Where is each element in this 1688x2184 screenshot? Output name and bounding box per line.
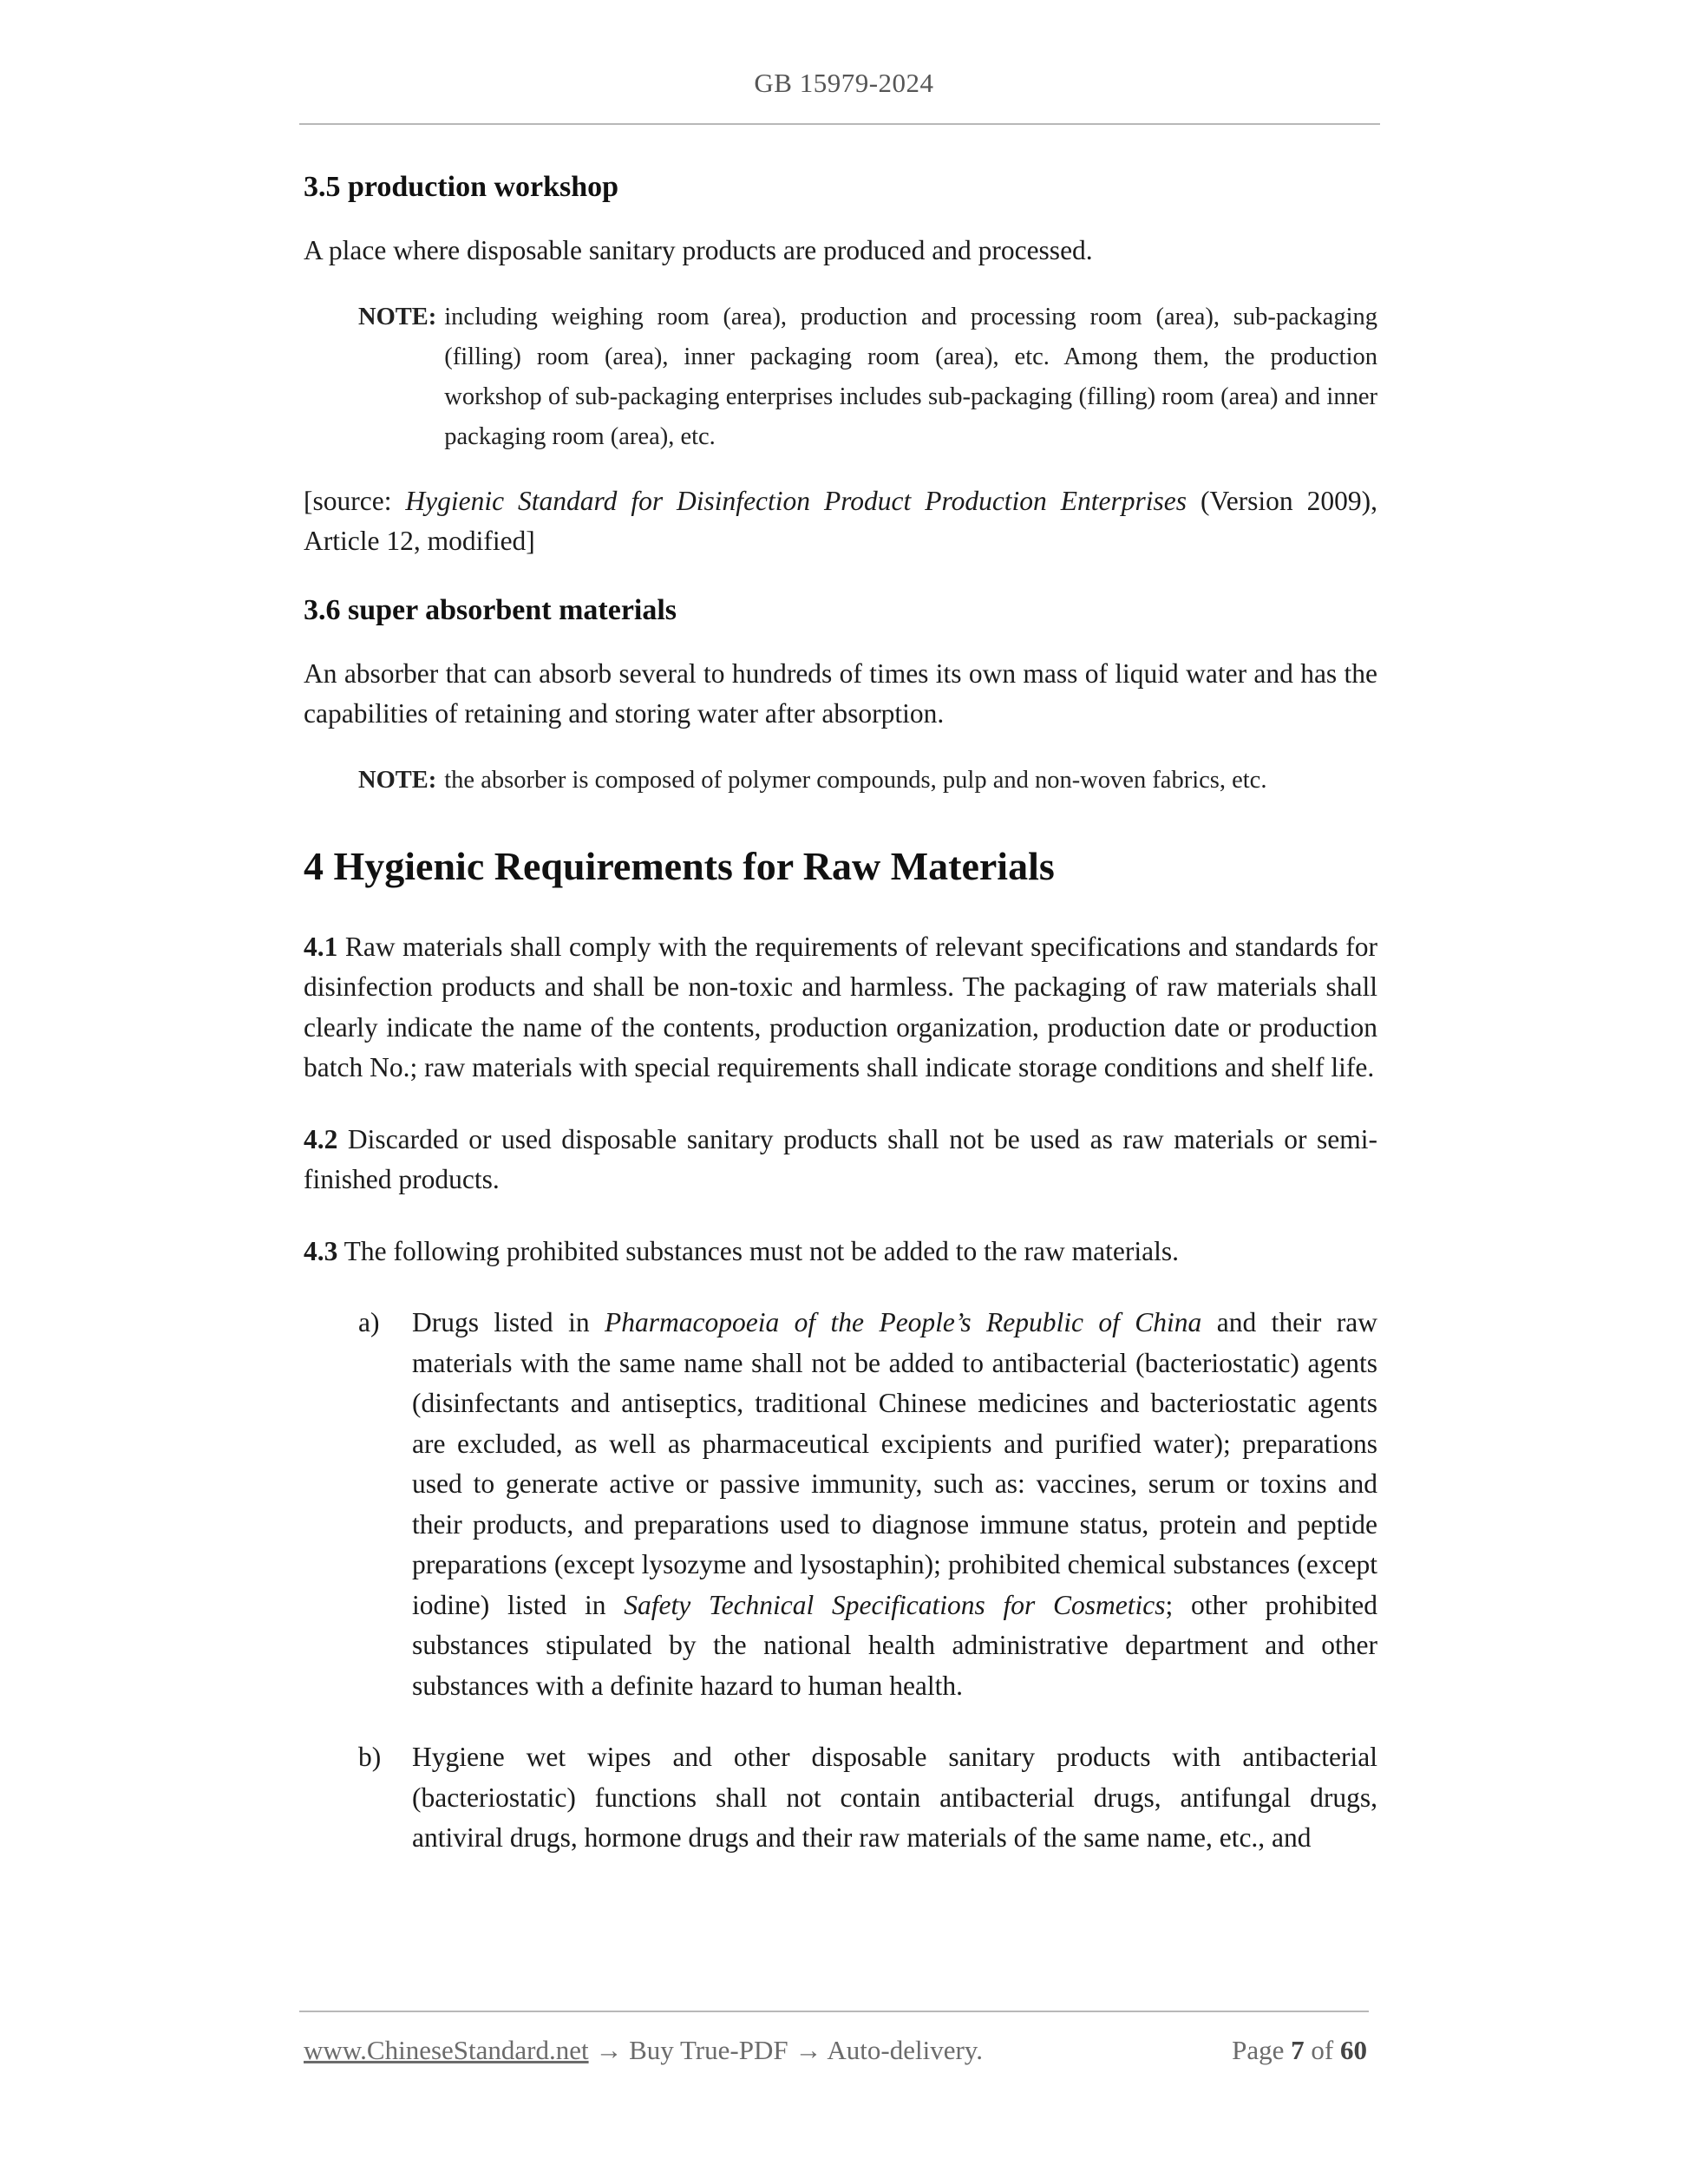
page-label: Page — [1232, 2035, 1292, 2065]
clause-4-3 — [304, 1232, 1377, 1272]
clause-number: 4.3 — [304, 1235, 338, 1266]
footer-promo — [304, 2035, 983, 2066]
arrow-icon: → — [588, 2035, 630, 2065]
pharmacopoeia-title: Pharmacopoeia of the People’s Republic of China — [605, 1307, 1202, 1337]
list-marker: b) — [358, 1742, 382, 1772]
clause-text: Discarded or used disposable sanitary products shall not be used as raw materials or semi-finished products. — [304, 1123, 1377, 1194]
header-divider — [299, 123, 1380, 125]
buy-text: Buy True-PDF — [629, 2035, 788, 2065]
website-link[interactable]: www.ChineseStandard.net — [304, 2035, 589, 2065]
clause-text: Raw materials shall comply with the requirements of relevant specifications and standards for disinfection products and shall be non-toxic and harmless. The packaging of raw materials shall clearly indicate the name of the contents, production organization, production date or production batch No.; raw materials with special requirements shall indicate storage conditions and shelf life. — [304, 931, 1377, 1082]
arrow-icon: → — [788, 2035, 828, 2065]
source-title: Hygienic Standard for Disinfection Product Production Enterprises — [405, 485, 1187, 516]
section-3-5-source — [304, 481, 1377, 562]
clause-4-2 — [304, 1120, 1377, 1200]
section-3-6-definition: An absorber that can absorb several to hundreds of times its own mass of liquid water and has the capabilities of retaining and storing water after absorption. — [304, 657, 1377, 729]
list-item-a — [358, 1303, 1377, 1706]
list-item-text: Hygiene wet wipes and other disposable sanitary products with antibacterial (bacteriostatic) functions shall not contain antibacterial drugs, antifungal drugs, antiviral drugs, hormone drugs and their raw materials of the same name, etc., and — [412, 1742, 1377, 1853]
note-text: the absorber is composed of polymer compounds, pulp and non-woven fabrics, etc. — [444, 766, 1267, 794]
page-footer — [304, 2035, 1367, 2070]
note-text: including weighing room (area), production and processing room (area), sub-packaging (filling) room (area), inner packaging room (area), etc. Among them, the production workshop of sub-packaging enterprises includes sub-packaging (filling) room (area) and inner packaging room (area), etc. — [444, 303, 1377, 450]
current-page-number: 7 — [1291, 2035, 1305, 2065]
list-item-b — [358, 1737, 1377, 1859]
text-run: Drugs listed in — [412, 1307, 605, 1337]
header-standard-number: GB 15979-2024 — [754, 68, 934, 98]
page-content — [304, 165, 1377, 1859]
text-run: ; other prohibited substances stipulated by the national health administrative department and other substances with a definite hazard to human health. — [412, 1589, 1377, 1701]
clause-4-1 — [304, 927, 1377, 1089]
clause-number: 4.2 — [304, 1123, 338, 1154]
delivery-text: Auto-delivery. — [827, 2035, 984, 2065]
chapter-4-heading: 4 Hygienic Requirements for Raw Materials — [304, 843, 1055, 888]
total-pages: 60 — [1340, 2035, 1367, 2065]
of-label: of — [1304, 2035, 1340, 2065]
section-3-6-note — [358, 761, 1377, 801]
section-3-5-definition: A place where disposable sanitary products are produced and processed. — [304, 235, 1093, 265]
note-label: NOTE: — [358, 766, 437, 794]
list-marker: a) — [358, 1307, 380, 1337]
clause-text: The following prohibited substances must not be added to the raw materials. — [337, 1235, 1179, 1266]
section-3-5-note — [358, 298, 1377, 457]
page-indicator — [1232, 2035, 1367, 2066]
section-3-6-heading: 3.6 super absorbent materials — [304, 593, 677, 626]
source-prefix: [source: — [304, 485, 406, 516]
section-3-5-heading: 3.5 production workshop — [304, 171, 619, 203]
cosmetics-spec-title: Safety Technical Specifications for Cosmetics — [624, 1589, 1166, 1620]
note-label: NOTE: — [358, 303, 437, 330]
list-item-text — [412, 1303, 1377, 1706]
clause-number: 4.1 — [304, 931, 338, 962]
source-suffix: (Version 2009), Article 12, modified] — [304, 485, 1377, 556]
text-run: and their raw materials with the same name shall not be added to antibacterial (bacteriostatic) agents (disinfectants and antiseptics, traditional Chinese medicines and bacteriostatic agents are excluded, as well as pharmaceutical excipients and purified water); preparations used to generate active or passive immunity, such as: vaccines, serum or toxins and their products, and preparations used to diagnose immune status, protein and peptide preparations (except lysozyme and lysostaphin); prohibited chemical substances (except iodine) listed in — [412, 1307, 1377, 1620]
footer-divider — [299, 2011, 1369, 2012]
